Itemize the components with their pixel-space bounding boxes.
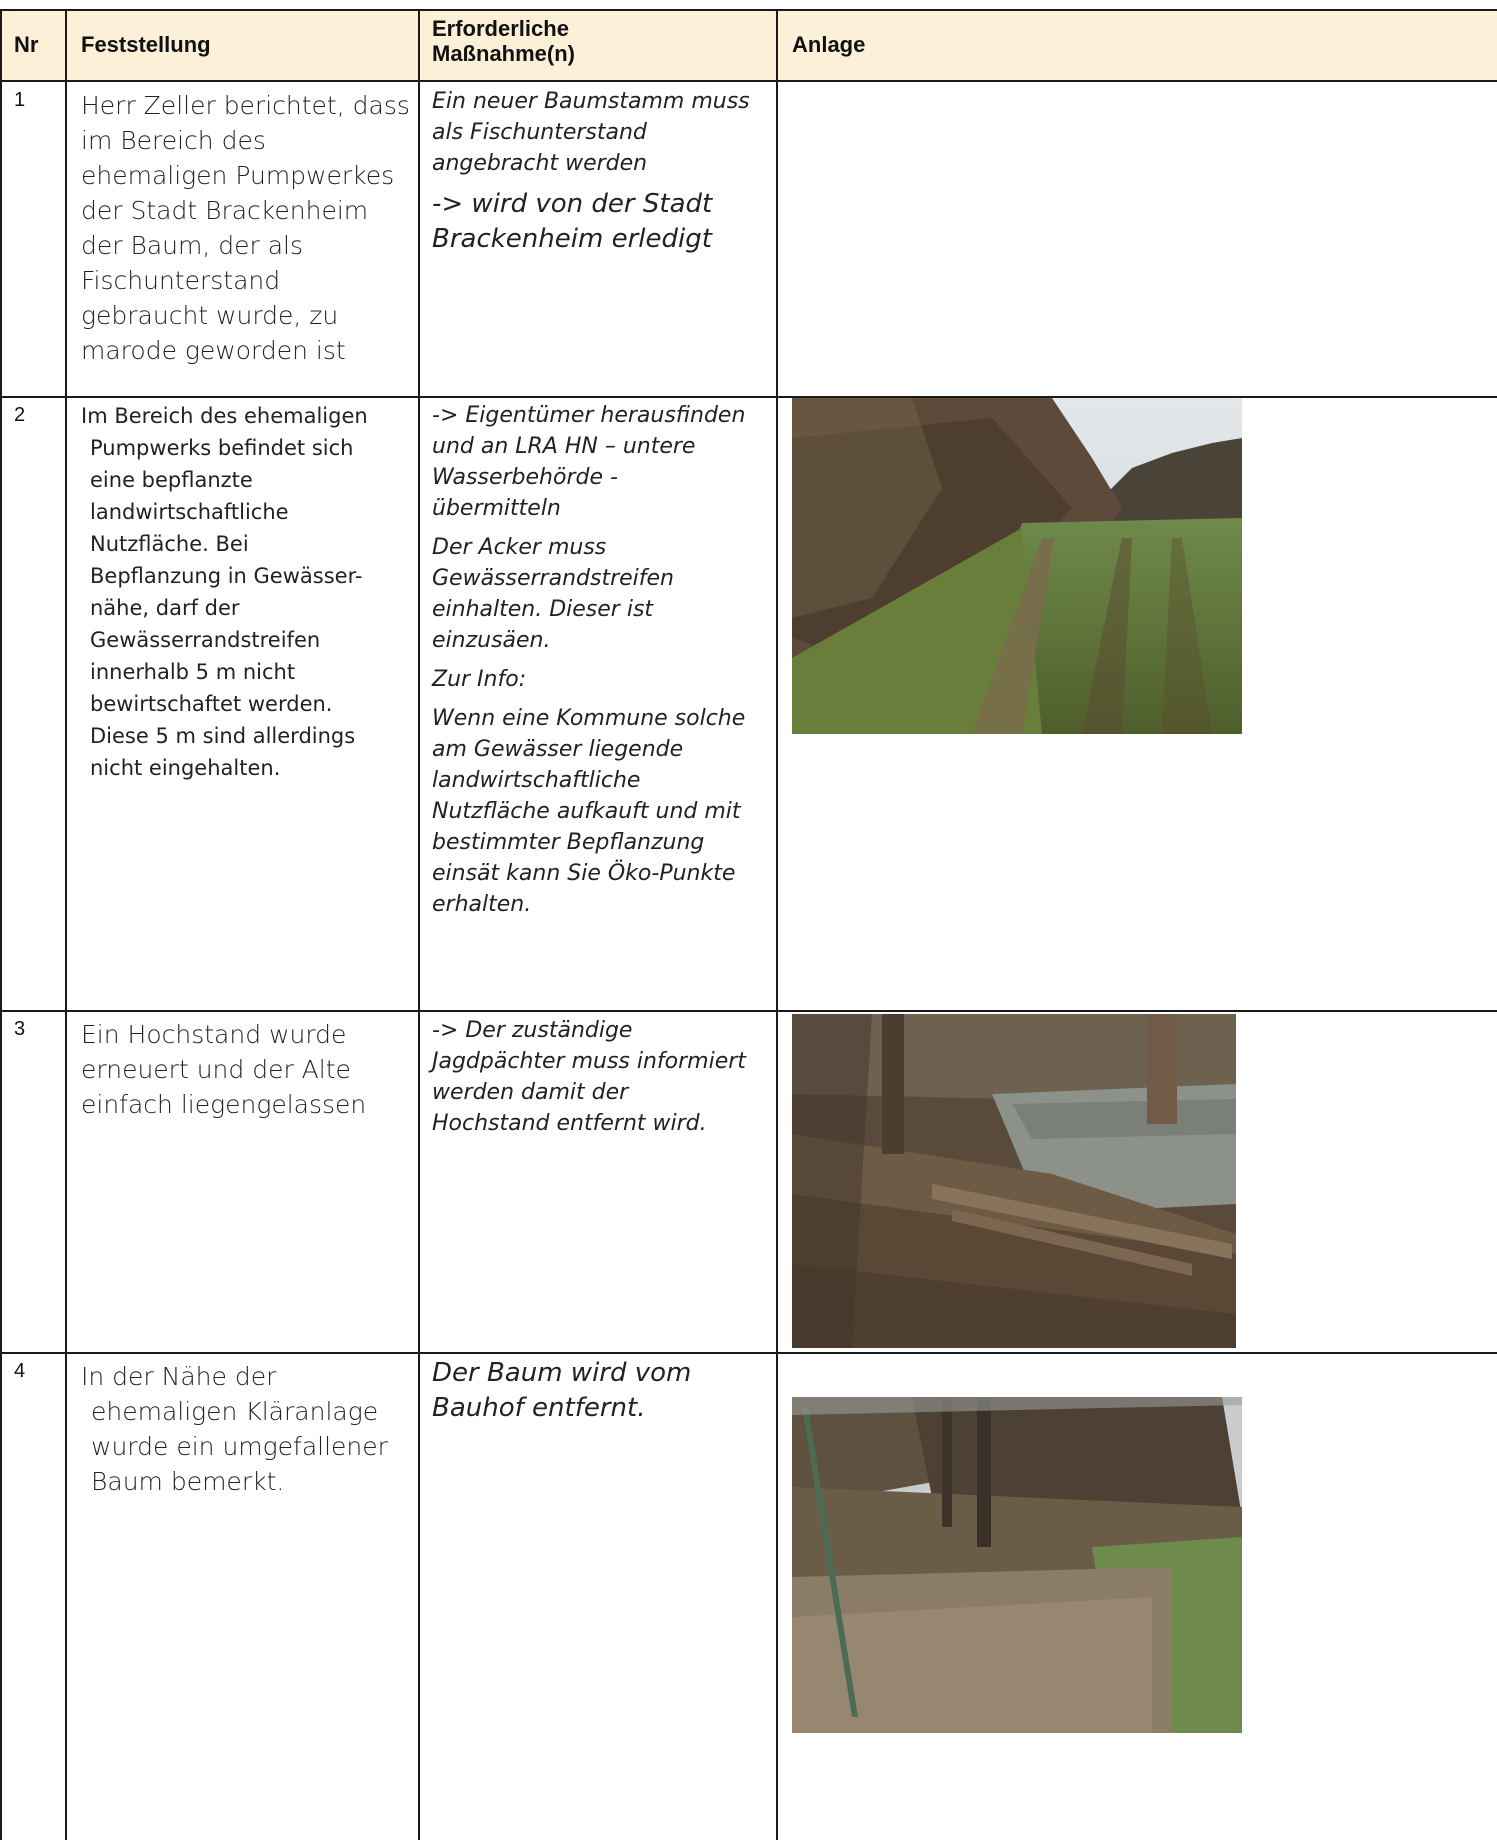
row-2-nr: 2	[14, 404, 26, 426]
row-3-nr: 3	[14, 1018, 26, 1040]
row-1-nr: 1	[14, 89, 26, 111]
row-2-massnahme: -> Eigentümer herausfinden und an LRA HN – untere Wasserbehörde - übermitteln Der Acker muss Gewässerrandstreifen einhalten. Dieser ist einzusäen. Zur Info: Wenn eine Kommune solche am Gewässer liegende landwirtschaftliche Nutzfläche aufkauft und mit bestimmter Bepflanzung einsät kann Sie Öko-Punkte erhalten.	[432, 403, 746, 917]
row-4-nr: 4	[14, 1360, 26, 1382]
row-3-massnahme: -> Der zuständige Jagdpächter muss informiert werden damit der Hochstand entfernt wird.	[432, 1018, 746, 1136]
header-anlage: Anlage	[792, 32, 866, 57]
row-1-massnahme: Ein neuer Baumstamm muss als Fischunterstand angebracht werden -> wird von der Stadt Brackenheim erledigt	[432, 89, 750, 254]
row-4-feststellung: In der Nähe der ehemaligen Kläranlage wurde ein umgefallener Baum bemerkt.	[81, 1362, 388, 1496]
header-nr: Nr	[14, 32, 39, 57]
row-2-feststellung: Im Bereich des ehemaligen Pumpwerks befindet sich eine bepflanzte landwirtschaftliche Nutzfläche. Bei Bepflanzung in Gewässer- nähe, darf der Gewässerrandstreifen innerhalb 5 m nicht bewirtschaftet werden. Diese 5 m sind allerdings nicht eingehalten.	[81, 404, 368, 780]
table-rule	[0, 9, 2, 1840]
row-4-massnahme: Der Baum wird vom Bauhof entfernt.	[432, 1358, 692, 1423]
table-rule	[0, 1352, 1497, 1354]
photo-creek-hochstand	[792, 1014, 1236, 1348]
table-header-row	[0, 10, 1497, 81]
table-rule	[0, 80, 1497, 82]
row-3-feststellung: Ein Hochstand wurde erneuert und der Alte einfach liegengelassen	[81, 1020, 367, 1119]
header-feststellung: Feststellung	[81, 32, 211, 57]
photo-fallen-tree	[792, 1397, 1242, 1733]
photo-field-hedge	[792, 398, 1242, 734]
header-massnahme: Erforderliche Maßnahme(n)	[432, 16, 575, 66]
table-rule	[776, 9, 778, 1840]
row-1-feststellung: Herr Zeller berichtet, dass im Bereich des ehemaligen Pumpwerkes der Stadt Brackenheim der Baum, der als Fischunterstand gebraucht wurde, zu marode geworden ist	[81, 91, 410, 365]
table-rule	[0, 396, 1497, 398]
table-rule	[418, 9, 420, 1840]
table-rule	[0, 1010, 1497, 1012]
table-rule	[65, 9, 67, 1840]
table-rule	[0, 9, 1497, 11]
